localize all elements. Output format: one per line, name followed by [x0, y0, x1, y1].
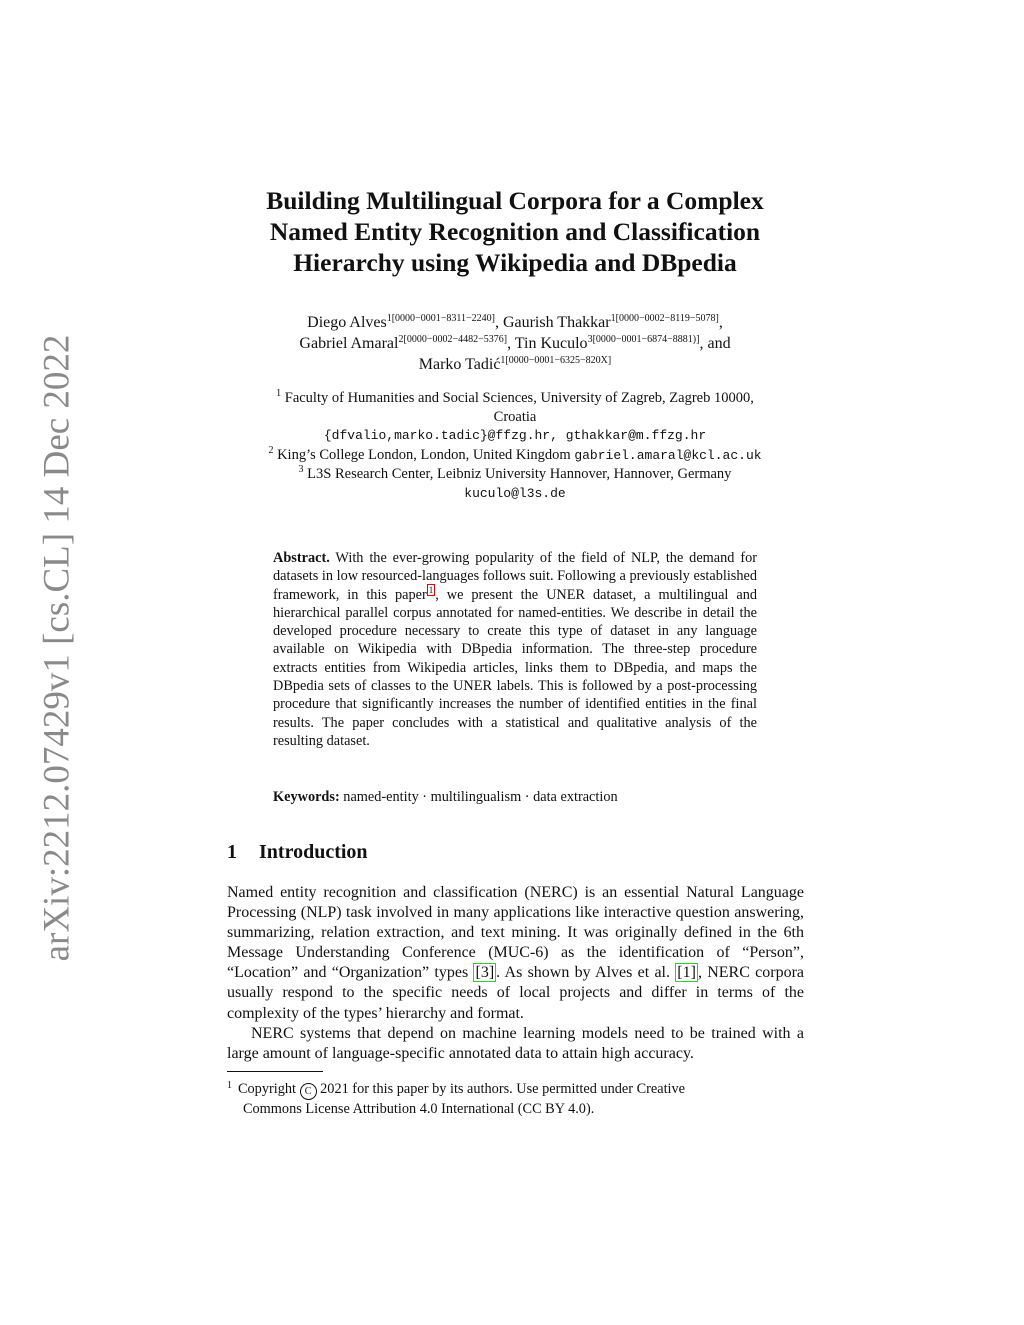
author-orcid: 3[0000−0001−6874−8881)] — [587, 334, 700, 345]
body-text — [227, 883, 804, 1064]
abstract — [273, 549, 757, 750]
footnote-reference[interactable]: 1 — [428, 584, 434, 595]
title-line: Named Entity Recognition and Classification — [269, 217, 761, 246]
title-line: Building Multilingual Corpora for a Complex — [266, 186, 764, 215]
keywords-text: named-entity · multilingualism · data extraction — [343, 789, 618, 805]
arxiv-identifier-stamp: arXiv:2212.07429v1 [cs.CL] 14 Dec 2022 — [36, 334, 78, 962]
author-name: Gabriel Amaral — [299, 335, 399, 352]
author-line: Diego Alves$^{1[0000-0001-8311-2240]}$, Gaurish Thakkar$^{1[0000-0002-8119-5078]}$, — [307, 313, 723, 331]
author-name: Diego Alves — [307, 314, 387, 331]
keywords — [273, 788, 773, 806]
section-title: Introduction — [259, 841, 368, 863]
footnote-divider — [227, 1071, 323, 1072]
citation-link[interactable]: [1] — [677, 964, 696, 982]
abstract-label: Abstract. — [273, 550, 330, 566]
author-list — [210, 312, 820, 375]
affiliation-number: 3 — [298, 464, 304, 475]
affiliation-line: Croatia — [493, 408, 537, 425]
section-number: 1 — [227, 841, 237, 863]
author-orcid: 1[0000−0001−8311−2240] — [386, 313, 495, 324]
section-heading — [227, 841, 368, 864]
affiliation-email[interactable] — [220, 484, 810, 504]
affiliation-line — [220, 389, 810, 408]
paragraph: NERC systems that depend on machine learning models need to be trained with a large amount of language-specific annotated data to attain high accuracy. — [227, 1024, 804, 1062]
copyright-icon: C — [300, 1083, 317, 1100]
paragraph-text: , NERC corpora usually respond to the specific needs of local projects and differ in terms of the complexity of the types’ hierarchy and format. — [227, 964, 805, 1022]
email-link[interactable]: kuculo@l3s.de — [464, 485, 566, 501]
author-name: Tin Kuculo — [514, 335, 588, 352]
author-name: Marko Tadić — [418, 356, 501, 373]
footnote-text: 2021 for this paper by its authors. Use permitted under Creative — [320, 1081, 686, 1097]
author-line: Gabriel Amaral$^{2[0000-0002-4482-5376]}$, Tin Kuculo$^{3[0000-0001-6874-8881)]}$, and — [299, 334, 731, 352]
title-line: Hierarchy using Wikipedia and DBpedia — [293, 248, 737, 277]
affiliations — [220, 389, 810, 503]
author-orcid: 1[0000−0001−6325−820X] — [500, 355, 612, 366]
footnote — [227, 1077, 804, 1118]
footnote-line: Commons License Attribution 4.0 International (CC BY 4.0). — [243, 1101, 595, 1117]
paper-title — [210, 185, 820, 278]
author-name: Gaurish Thakkar — [502, 314, 611, 331]
paragraph — [227, 883, 804, 1024]
footnote-line — [227, 1077, 804, 1100]
affiliation-number: 2 — [268, 444, 274, 456]
affiliation-line — [220, 465, 810, 484]
affiliation-line — [220, 446, 810, 466]
affiliation-text: King’s College London, London, United Kingdom — [277, 446, 571, 463]
author-orcid: 1[0000−0002−8119−5078] — [610, 313, 719, 324]
paragraph-text: Named entity recognition and classification (NERC) is an essential Natural Language Processing (NLP) task involved in many applications like interactive question answering, summarizing, relation extraction, and text mining. It was originally defined in the 6th Message Understanding Conference (MUC-6) as the identification of “Person”, “Location” and “Organization” types — [227, 884, 804, 982]
affiliation-number: 1 — [276, 388, 282, 399]
abstract-text: , we present the UNER dataset, a multilingual and hierarchical parallel corpus annotated for named-entities. We describe in detail the developed procedure necessary to create this type of dataset in any language available on Wikipedia with DBpedia information. The three-step procedure extracts entities from Wikipedia articles, links them to DBpedia, and maps the DBpedia sets of classes to the UNER labels. This is followed by a post-processing procedure that significantly increases the number of identified entities in the final results. The paper concludes with a statistical and qualitative analysis of the resulting dataset. — [273, 586, 757, 749]
footnote-number: 1 — [227, 1080, 232, 1091]
author-line — [210, 354, 820, 375]
affiliation-email[interactable] — [220, 426, 810, 446]
abstract-text: With the ever-growing popularity of the field of NLP, the demand for datasets in low resourced-languages follows suit. Following a previously established framework, in this paper — [273, 550, 757, 603]
email-link[interactable]: {dfvalio,marko.tadic}@ffzg.hr, gthakkar@m.ffzg.hr — [323, 428, 707, 443]
author-orcid: 2[0000−0002−4482−5376] — [398, 334, 508, 345]
affiliation-text: Faculty of Humanities and Social Sciences, University of Zagreb, Zagreb 10000, — [284, 390, 754, 406]
keywords-label: Keywords: — [273, 789, 340, 805]
citation-link[interactable]: [3] — [475, 964, 495, 982]
footnote-text: Copyright — [238, 1081, 296, 1097]
paragraph-text: . As shown by Alves et al. — [496, 964, 676, 982]
affiliation-text: L3S Research Center, Leibniz University Hannover, Hannover, Germany — [307, 466, 732, 482]
email-link[interactable]: gabriel.amaral@kcl.ac.uk — [574, 447, 762, 463]
author-conjunction: and — [707, 335, 731, 352]
